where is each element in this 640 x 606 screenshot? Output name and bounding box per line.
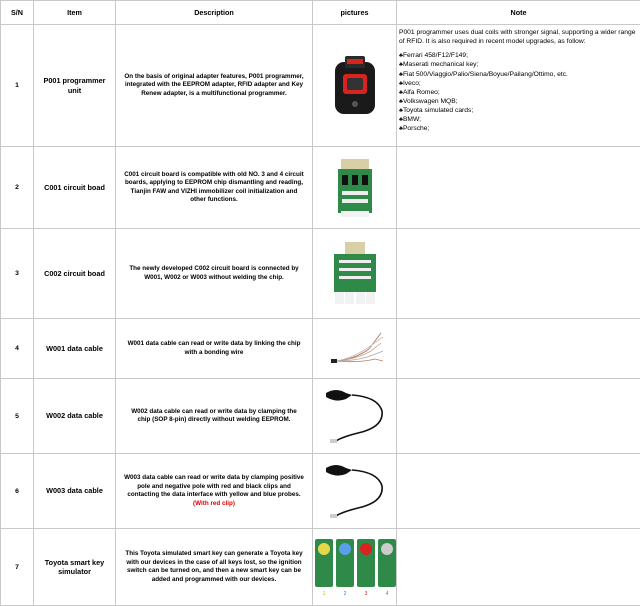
note-item: ♣ Alfa Romeo; [399, 88, 637, 97]
smart-key-boards-image [313, 537, 397, 597]
row-sn: 7 [1, 529, 34, 606]
note-cell-empty [397, 229, 640, 319]
row-picture [313, 229, 397, 319]
header-sn: S/N [1, 1, 34, 25]
key-board-label: 2 [344, 591, 347, 597]
row-item: W003 data cable [34, 454, 116, 529]
circuit-board-image [335, 159, 375, 217]
row-description: C001 circuit board is compatible with old NO. 3 and 4 circuit boards, applying to EEPROM chip dismantling and reading, Tianjin FAW and VIZHI immobilizer coil initialization and other functions. [116, 147, 313, 229]
data-cable-image [325, 329, 385, 369]
note-cell-empty [397, 319, 640, 379]
header-note: Note [397, 1, 640, 25]
table-row [1, 319, 640, 379]
note-item: ♣ Ferrari 458/F12/F149; [399, 51, 637, 60]
key-board-3 [357, 539, 375, 587]
row-description: W002 data cable can read or write data by clamping the chip (SOP 8-pin) directly without welding EEPROM. [116, 379, 313, 454]
row-sn: 4 [1, 319, 34, 379]
clip-cable-image [322, 387, 388, 445]
row-sn: 6 [1, 454, 34, 529]
programmer-unit-image [333, 56, 377, 116]
row-sn: 3 [1, 229, 34, 319]
table-row [1, 529, 640, 606]
circuit-board-image [331, 242, 379, 306]
key-board-4 [378, 539, 396, 587]
row-item: Toyota smart key simulator [34, 529, 116, 606]
note-cell [397, 25, 640, 147]
note-item: ♣ Maserati mechanical key; [399, 60, 637, 69]
note-item: ♣ Porsche; [399, 124, 637, 133]
row-description: The newly developed C002 circuit board is connected by W001, W002 or W003 without welding the chip. [116, 229, 313, 319]
row-item: W002 data cable [34, 379, 116, 454]
row-description: On the basis of original adapter features, P001 programmer, integrated with the EEPROM adapter, RFID adapter and Key Renew adapter, is a multifunctional programmer. [116, 25, 313, 147]
row-item: W001 data cable [34, 319, 116, 379]
table-row [1, 147, 640, 229]
row-description: W001 data cable can read or write data by linking the chip with a bonding wire [116, 319, 313, 379]
note-item: ♣ Toyota simulated cards; [399, 106, 637, 115]
key-board-1 [315, 539, 333, 587]
row-picture [313, 379, 397, 454]
header-pictures: pictures [313, 1, 397, 25]
key-board-2 [336, 539, 354, 587]
row-sn: 1 [1, 25, 34, 147]
clip-cable-image [322, 462, 388, 520]
note-cell-empty [397, 454, 640, 529]
note-intro: P001 programmer uses dual coils with stronger signal, supporting a wider range of RFID. It is also required in recent model upgrades, as follow: [399, 28, 637, 46]
table-row [1, 229, 640, 319]
row-item: C002 circuit boad [34, 229, 116, 319]
row-picture [313, 529, 397, 606]
row-picture [313, 319, 397, 379]
description-text: W003 data cable can read or write data by clamping positive pole and negative pole with red and black clips and contacting the data interface with yellow and blue probes. [124, 474, 304, 498]
row-description [116, 454, 313, 529]
row-item: C001 circuit boad [34, 147, 116, 229]
table-row [1, 454, 640, 529]
table-row [1, 25, 640, 147]
row-picture [313, 25, 397, 147]
note-cell-empty [397, 379, 640, 454]
header-row [1, 1, 640, 25]
note-item: ♣ Iveco; [399, 79, 637, 88]
row-sn: 5 [1, 379, 34, 454]
row-picture [313, 147, 397, 229]
key-board-label: 1 [323, 591, 326, 597]
note-cell-empty [397, 147, 640, 229]
red-clip-note: (With red clip) [193, 500, 235, 507]
header-item: Item [34, 1, 116, 25]
row-sn: 2 [1, 147, 34, 229]
row-picture [313, 454, 397, 529]
row-description: This Toyota simulated smart key can generate a Toyota key with our devices in the case of all keys lost, so the ignition switch can be turned on, and then a new smart key can be added and programmed with our devices. [116, 529, 313, 606]
note-item: ♣ BMW; [399, 115, 637, 124]
table-row [1, 379, 640, 454]
key-board-label: 4 [386, 591, 389, 597]
row-item: P001 programmer unit [34, 25, 116, 147]
header-description: Description [116, 1, 313, 25]
note-cell-empty [397, 529, 640, 606]
note-item: ♣ Volkswagen MQB; [399, 97, 637, 106]
note-item: ♣ Fiat 500/Viaggio/Palio/Siena/Boyue/Pailang/Ottimo, etc. [399, 70, 637, 79]
key-board-label: 3 [365, 591, 368, 597]
